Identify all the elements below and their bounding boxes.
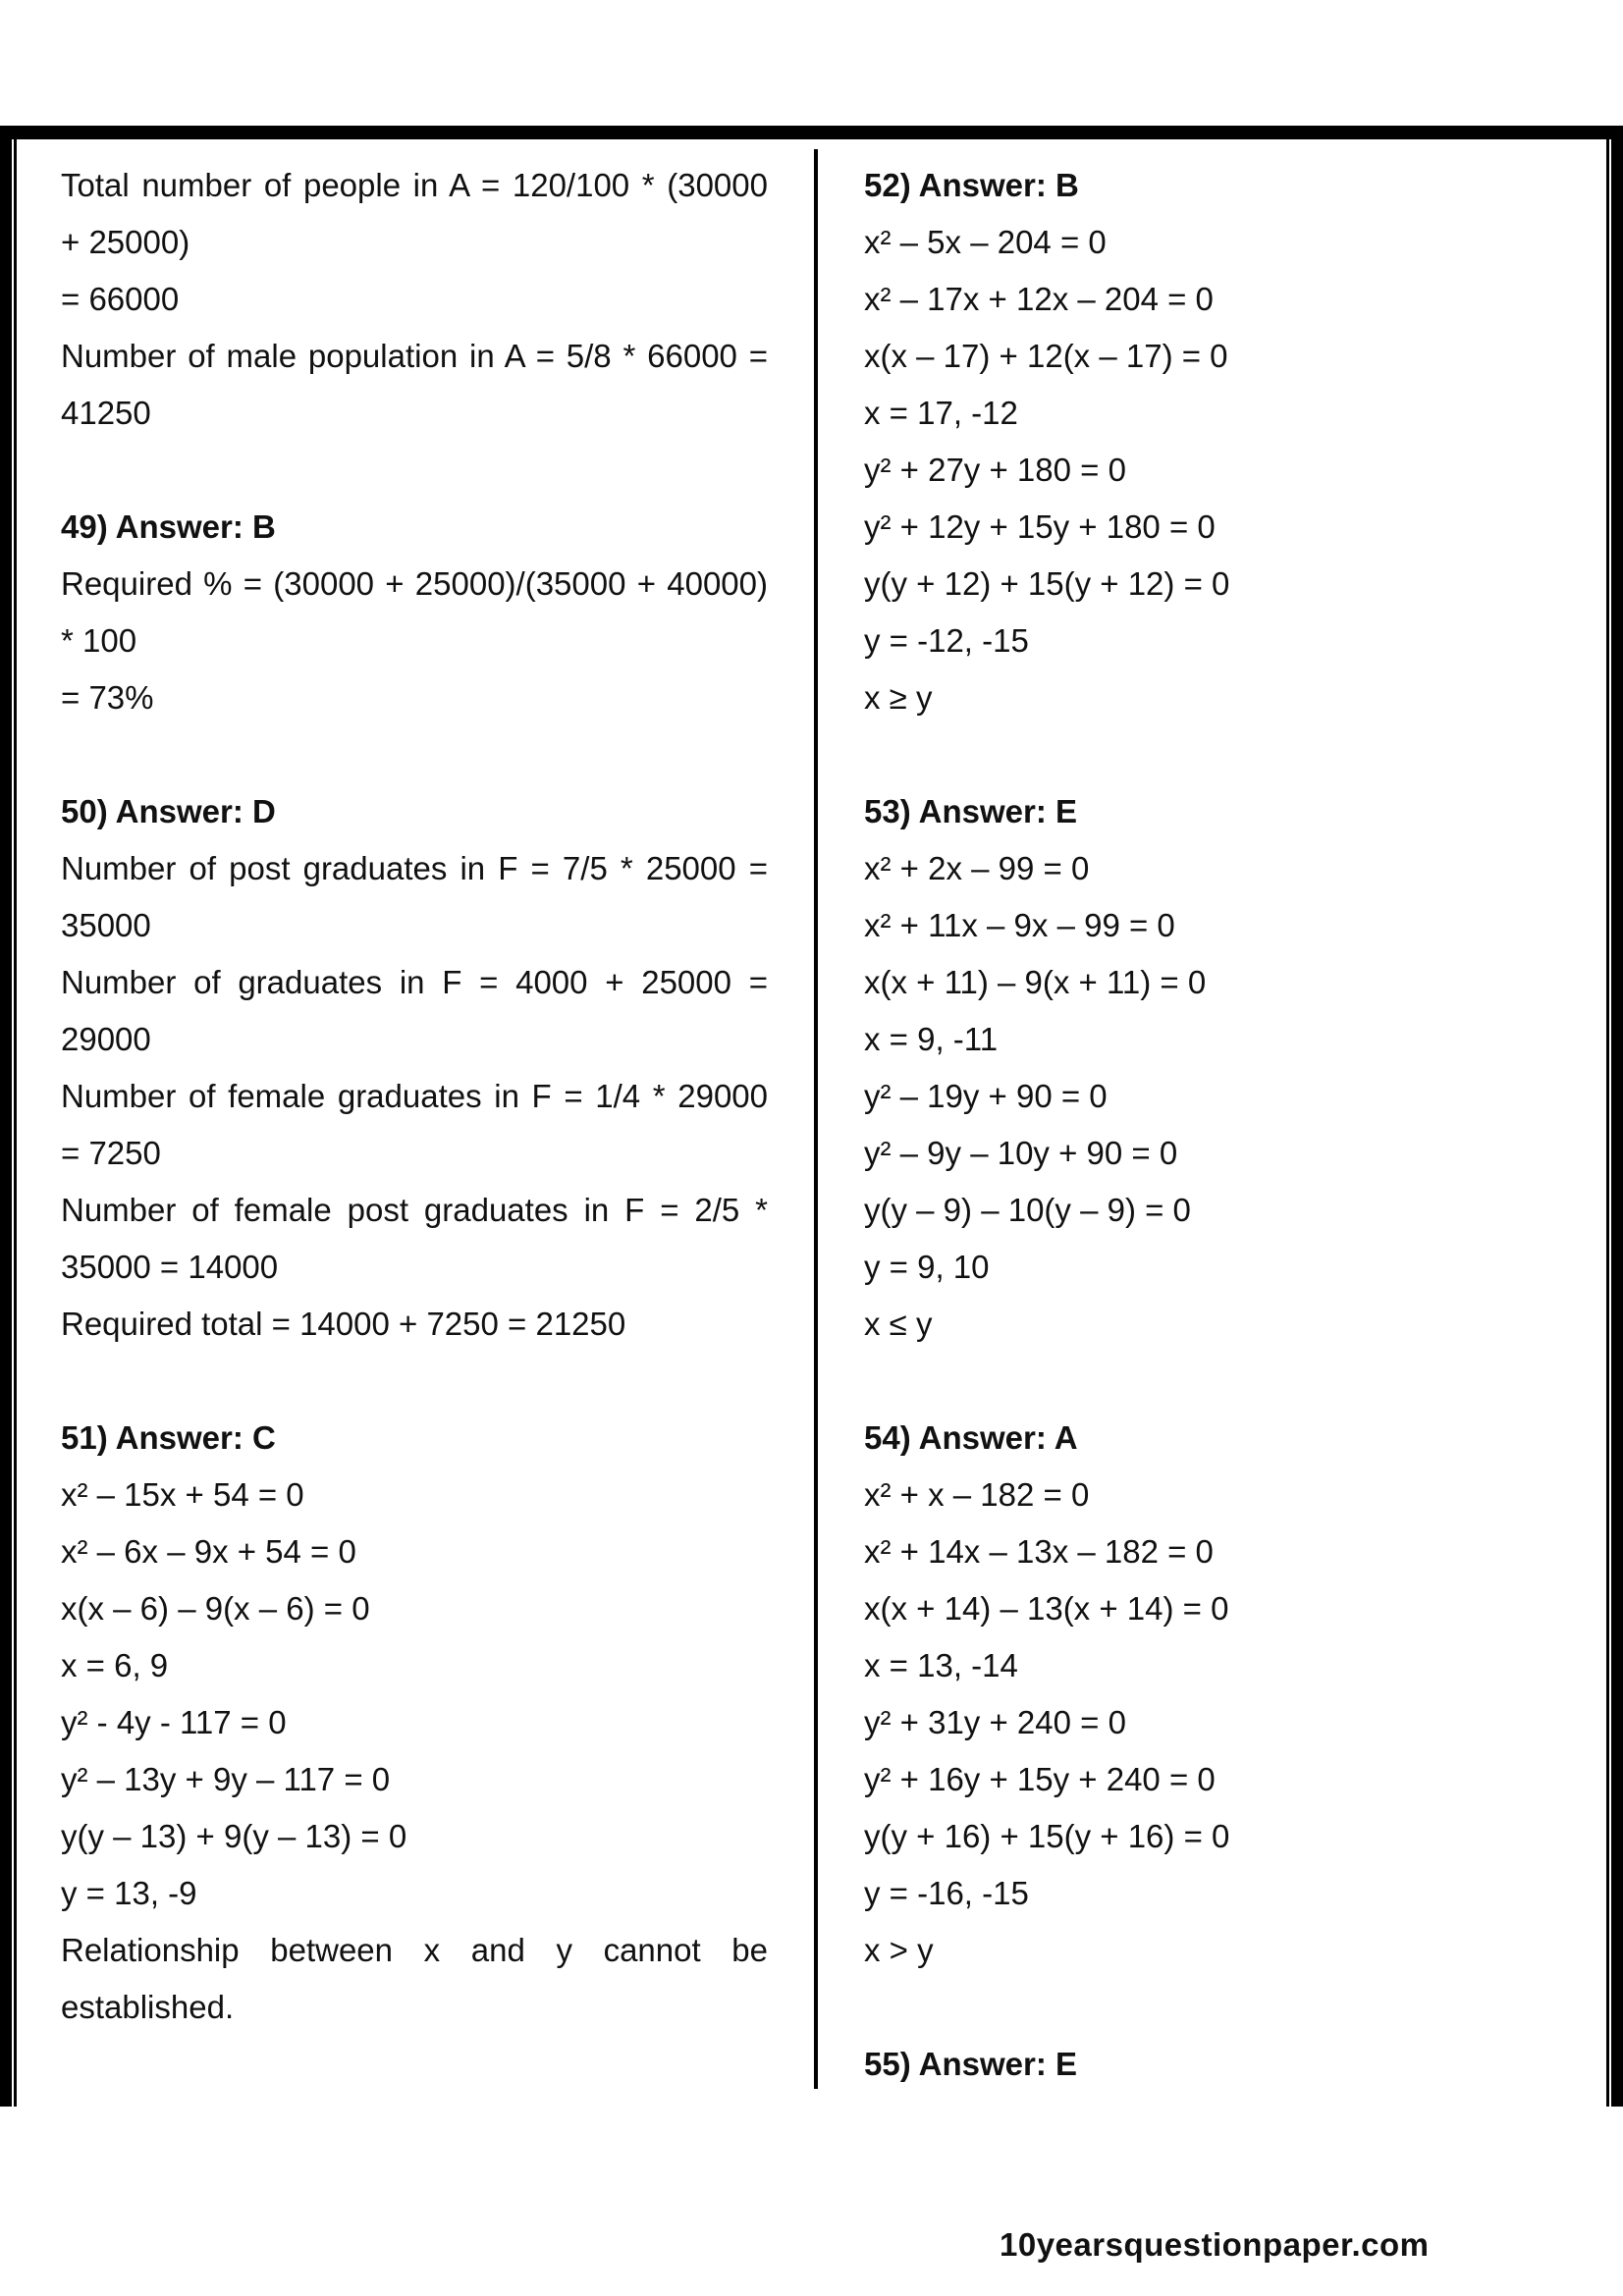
solution-line: x = 6, 9: [61, 1647, 169, 1683]
solution-line: y² – 13y + 9y – 117 = 0: [61, 1761, 391, 1797]
solution-line: x = 17, -12: [864, 395, 1018, 431]
solution-line: y² – 9y – 10y + 90 = 0: [864, 1135, 1178, 1171]
q54-solution: [864, 1410, 1551, 1979]
solution-line: x² – 17x + 12x – 204 = 0: [864, 281, 1214, 317]
q51-solution: [61, 1410, 768, 2036]
solution-line: x(x + 11) – 9(x + 11) = 0: [864, 964, 1207, 1000]
q53-solution: [864, 783, 1551, 1353]
solution-line: y² + 16y + 15y + 240 = 0: [864, 1761, 1216, 1797]
solution-line: y(y – 13) + 9(y – 13) = 0: [61, 1818, 407, 1854]
solution-line: Number of male population in A = 5/8 * 66000 =: [61, 338, 768, 374]
answer-heading: 51) Answer: C: [61, 1419, 276, 1456]
answer-heading: 53) Answer: E: [864, 793, 1078, 829]
solution-line: x > y: [864, 1932, 934, 1968]
solution-line: established.: [61, 1989, 235, 2025]
solution-line: y² + 12y + 15y + 180 = 0: [864, 508, 1216, 545]
solution-line: Total number of people in A = 120/100 * (30000: [61, 167, 768, 203]
solution-line: x² – 15x + 54 = 0: [61, 1476, 304, 1513]
solution-line: Required % = (30000 + 25000)/(35000 + 40000): [61, 565, 768, 602]
solution-line: y² + 27y + 180 = 0: [864, 452, 1126, 488]
solution-line: 29000: [61, 1021, 151, 1057]
q50-solution: [61, 783, 768, 1353]
solution-line: y(y – 9) – 10(y – 9) = 0: [864, 1192, 1191, 1228]
solution-line: x ≤ y: [864, 1306, 933, 1342]
solution-line: y = -12, -15: [864, 622, 1029, 659]
solution-line: x² + x – 182 = 0: [864, 1476, 1090, 1513]
solution-line: x² – 6x – 9x + 54 = 0: [61, 1533, 356, 1570]
solution-line: = 66000: [61, 281, 180, 317]
solution-line: x(x – 17) + 12(x – 17) = 0: [864, 338, 1228, 374]
solution-line: x(x – 6) – 9(x – 6) = 0: [61, 1590, 370, 1627]
answer-heading: 52) Answer: B: [864, 167, 1079, 203]
solution-line: = 7250: [61, 1135, 161, 1171]
solution-line: Relationship between x and y cannot be: [61, 1932, 768, 1968]
page-left-border-inner: [14, 126, 17, 2107]
q55-solution: [864, 2036, 1551, 2093]
left-column: [61, 157, 768, 2036]
answer-heading: 54) Answer: A: [864, 1419, 1078, 1456]
page-right-border-inner: [1606, 126, 1609, 2107]
solution-line: x² + 14x – 13x – 182 = 0: [864, 1533, 1214, 1570]
solution-line: 35000 = 14000: [61, 1249, 279, 1285]
solution-line: y = -16, -15: [864, 1875, 1029, 1911]
solution-line: y² – 19y + 90 = 0: [864, 1078, 1108, 1114]
solution-line: = 73%: [61, 679, 154, 716]
answer-heading: 55) Answer: E: [864, 2046, 1078, 2082]
solution-line: x² + 11x – 9x – 99 = 0: [864, 907, 1175, 943]
q52-solution: [864, 157, 1551, 726]
column-divider: [814, 149, 818, 2089]
solution-line: Number of female post graduates in F = 2/5 *: [61, 1192, 768, 1228]
solution-line: x² – 5x – 204 = 0: [864, 224, 1107, 260]
solution-line: y² + 31y + 240 = 0: [864, 1704, 1126, 1740]
right-column: [864, 157, 1551, 2093]
solution-line: Required total = 14000 + 7250 = 21250: [61, 1306, 626, 1342]
solution-line: + 25000): [61, 224, 190, 260]
solution-line: Number of graduates in F = 4000 + 25000 =: [61, 964, 768, 1000]
q49-solution: [61, 499, 768, 726]
page-top-border: [0, 126, 1623, 139]
solution-line: Number of female graduates in F = 1/4 * 29000: [61, 1078, 768, 1114]
page-left-border: [0, 126, 12, 2107]
solution-line: * 100: [61, 622, 137, 659]
q48-solution-tail: [61, 157, 768, 442]
solution-line: 35000: [61, 907, 151, 943]
solution-line: x ≥ y: [864, 679, 933, 716]
solution-line: y = 13, -9: [61, 1875, 197, 1911]
solution-line: x² + 2x – 99 = 0: [864, 850, 1090, 886]
solution-line: x = 13, -14: [864, 1647, 1018, 1683]
solution-line: y² - 4y - 117 = 0: [61, 1704, 287, 1740]
answer-heading: 50) Answer: D: [61, 793, 276, 829]
solution-line: y(y + 12) + 15(y + 12) = 0: [864, 565, 1230, 602]
page-right-border: [1611, 126, 1623, 2107]
solution-line: x(x + 14) – 13(x + 14) = 0: [864, 1590, 1229, 1627]
solution-line: y(y + 16) + 15(y + 16) = 0: [864, 1818, 1230, 1854]
footer-website: 10yearsquestionpaper.com: [1000, 2226, 1430, 2263]
solution-line: y = 9, 10: [864, 1249, 990, 1285]
solution-line: Number of post graduates in F = 7/5 * 25000 =: [61, 850, 768, 886]
solution-line: x = 9, -11: [864, 1021, 999, 1057]
answer-heading: 49) Answer: B: [61, 508, 276, 545]
solution-line: 41250: [61, 395, 151, 431]
